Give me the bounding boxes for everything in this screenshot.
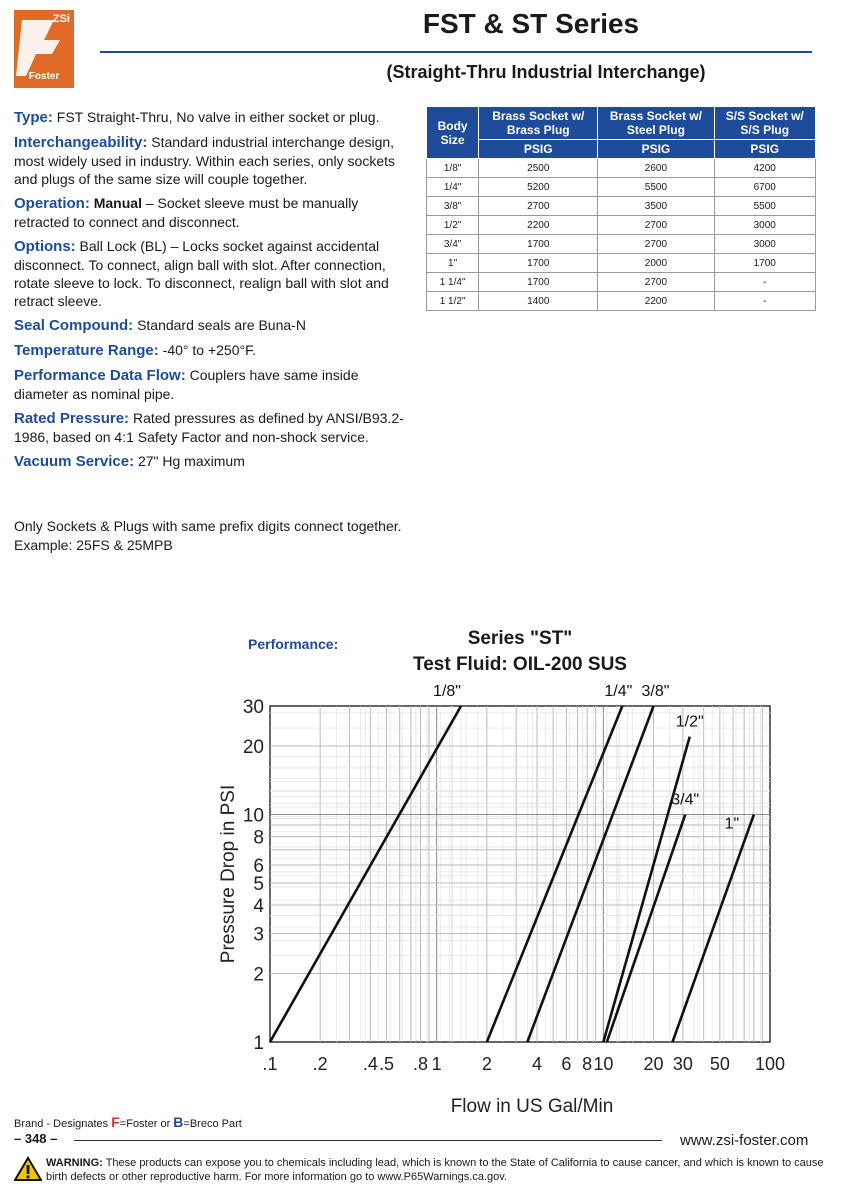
spec-options: Options: Ball Lock (BL) – Locks socket against accidental disconnect. To connect, align ball with slot. After connection, rotate sleeve to lock. To disconnect, realign ball with slot and retract sleeve. [14,238,389,309]
header-brass-brass: Brass Socket w/ Brass Plug [479,107,598,140]
x-axis-label: Flow in US Gal/Min [450,1096,614,1117]
table-row [427,273,816,292]
y-tick-label: 10 [242,805,264,827]
psig-cell: 5500 [598,178,714,197]
psig-cell: 1700 [479,254,598,273]
x-tick-label: 6 [561,1054,572,1074]
page-title: FST & ST Series [422,8,640,39]
footer-rule [74,1140,662,1141]
body-size-cell: 1/2" [427,216,479,235]
psig-cell: 1700 [479,273,598,292]
body-size-cell: 1 1/2" [427,292,479,311]
spec-operation: Operation: Manual – Socket sleeve must be manually retracted to connect and disconnect. [14,195,359,230]
body-size-cell: 3/8" [427,197,479,216]
performance-chart [210,680,810,1120]
x-tick-label: 2 [481,1054,492,1074]
psig-cell: - [714,292,816,311]
x-tick-label: .5 [378,1054,395,1074]
psig-cell: 6700 [714,178,816,197]
header-unit: PSIG [714,140,816,159]
spec-performance-data-flow: Performance Data Flow: Couplers have same inside diameter as nominal pipe. [14,367,359,402]
psig-cell: 3500 [598,197,714,216]
spec-seal-compound: Seal Compound: Standard seals are Buna-N [14,317,306,334]
body-size-cell: 1/8" [427,159,479,178]
website-url: www.zsi-foster.com [680,1132,809,1149]
brand-legend: Brand - Designates F=Foster or B=Breco Part [14,1114,242,1130]
x-tick-label: 10 [593,1054,614,1074]
pressure-table-body [427,159,816,311]
spec-rated-pressure: Rated Pressure: Rated pressures as defined by ANSI/B93.2-1986, based on 4:1 Safety Factor and non-shock service. [14,410,404,445]
table-row [427,178,816,197]
psig-cell: 2000 [598,254,714,273]
series-label: 1/4" [604,683,633,700]
page-number: – 348 – [14,1131,58,1146]
series-label: 1/8" [433,683,461,700]
psig-cell: 3000 [714,216,816,235]
spec-type: Type: FST Straight-Thru, No valve in either socket or plug. [14,109,380,126]
y-axis-label: Pressure Drop in PSI [218,784,239,964]
psig-cell: 2500 [479,159,598,178]
body-size-cell: 1/4" [427,178,479,197]
table-row [427,159,816,178]
logo-top-text: ZSi [52,13,70,25]
psig-cell: 5200 [479,178,598,197]
series-label: 3/8" [641,683,670,700]
logo-bottom-text: Foster [28,71,60,82]
psig-cell: 2200 [479,216,598,235]
psig-cell: 1400 [479,292,598,311]
y-tick-label: 20 [242,737,264,759]
header-body-size: Body Size [427,107,479,159]
zsi-foster-logo [14,10,74,88]
x-tick-label: 100 [754,1054,786,1074]
psig-cell: 2700 [479,197,598,216]
table-row [427,292,816,311]
x-tick-label: 30 [672,1054,693,1074]
x-tick-label: .2 [312,1054,328,1074]
compatibility-note: Only Sockets & Plugs with same prefix digits connect together. Example: 25FS & 25MPB [14,518,402,553]
psig-cell: 2700 [598,235,714,254]
psig-cell: 1700 [479,235,598,254]
series-label: 1/2" [675,713,704,731]
x-tick-label: 4 [532,1054,543,1074]
table-row [427,235,816,254]
psig-cell: 4200 [714,159,816,178]
body-size-cell: 1 1/4" [427,273,479,292]
warning-icon [14,1156,42,1182]
psig-cell: 3000 [714,235,816,254]
header-unit: PSIG [479,140,598,159]
y-tick-label: 3 [253,924,264,946]
psig-cell: 2700 [598,216,714,235]
header-brass-steel: Brass Socket w/ Steel Plug [598,107,714,140]
title-rule [100,51,812,53]
breco-brand-icon: B [173,1114,184,1130]
y-tick-label: 2 [253,964,264,986]
header-ss-ss: S/S Socket w/ S/S Plug [714,107,816,140]
psig-cell: - [714,273,816,292]
x-tick-label: 1 [431,1054,442,1074]
y-tick-label: 4 [253,896,264,918]
chart-title: Series "ST" [467,628,573,649]
series-label: 1" [724,815,740,833]
table-row [427,254,816,273]
spec-interchangeability: Interchangeability: Standard industrial interchange design, most widely used in industry. Within each series, only sockets and plugs of the same size will couple together. [14,134,396,187]
psig-cell: 2700 [598,273,714,292]
performance-label: Performance: [248,636,339,652]
body-size-cell: 1" [427,254,479,273]
psig-cell: 1700 [714,254,816,273]
table-row [427,197,816,216]
x-tick-label: .8 [413,1054,429,1074]
x-tick-label: 8 [582,1054,593,1074]
x-tick-label: .1 [262,1054,278,1074]
header-unit: PSIG [598,140,714,159]
spec-vacuum-service: Vacuum Service: 27" Hg maximum [14,453,245,470]
y-tick-label: 30 [242,697,264,718]
y-tick-label: 8 [253,827,264,849]
y-tick-label: 6 [253,855,264,877]
foster-brand-icon: F [111,1114,120,1130]
x-tick-label: .4 [362,1054,378,1074]
spec-list [14,108,414,477]
body-size-cell: 3/4" [427,235,479,254]
y-tick-label: 5 [253,874,264,896]
prop65-warning: WARNING: These products can expose you to chemicals including lead, which is known to the State of California to cause cancer, and which is known to cause birth defects or other reproductive harm. For more information go to www.P65Warnings.ca.gov. [46,1157,824,1183]
series-label: 3/4" [671,791,700,809]
x-tick-label: 20 [643,1054,664,1074]
psig-cell: 5500 [714,197,816,216]
x-tick-label: 50 [709,1054,730,1074]
y-tick-label: 1 [253,1033,264,1054]
chart-subtitle: Test Fluid: OIL-200 SUS [413,654,627,675]
table-row [427,216,816,235]
psig-cell: 2200 [598,292,714,311]
pressure-table [426,106,816,311]
psig-cell: 2600 [598,159,714,178]
page-subtitle: (Straight-Thru Industrial Interchange) [386,62,706,82]
spec-temperature-range: Temperature Range: -40° to +250°F. [14,342,256,359]
